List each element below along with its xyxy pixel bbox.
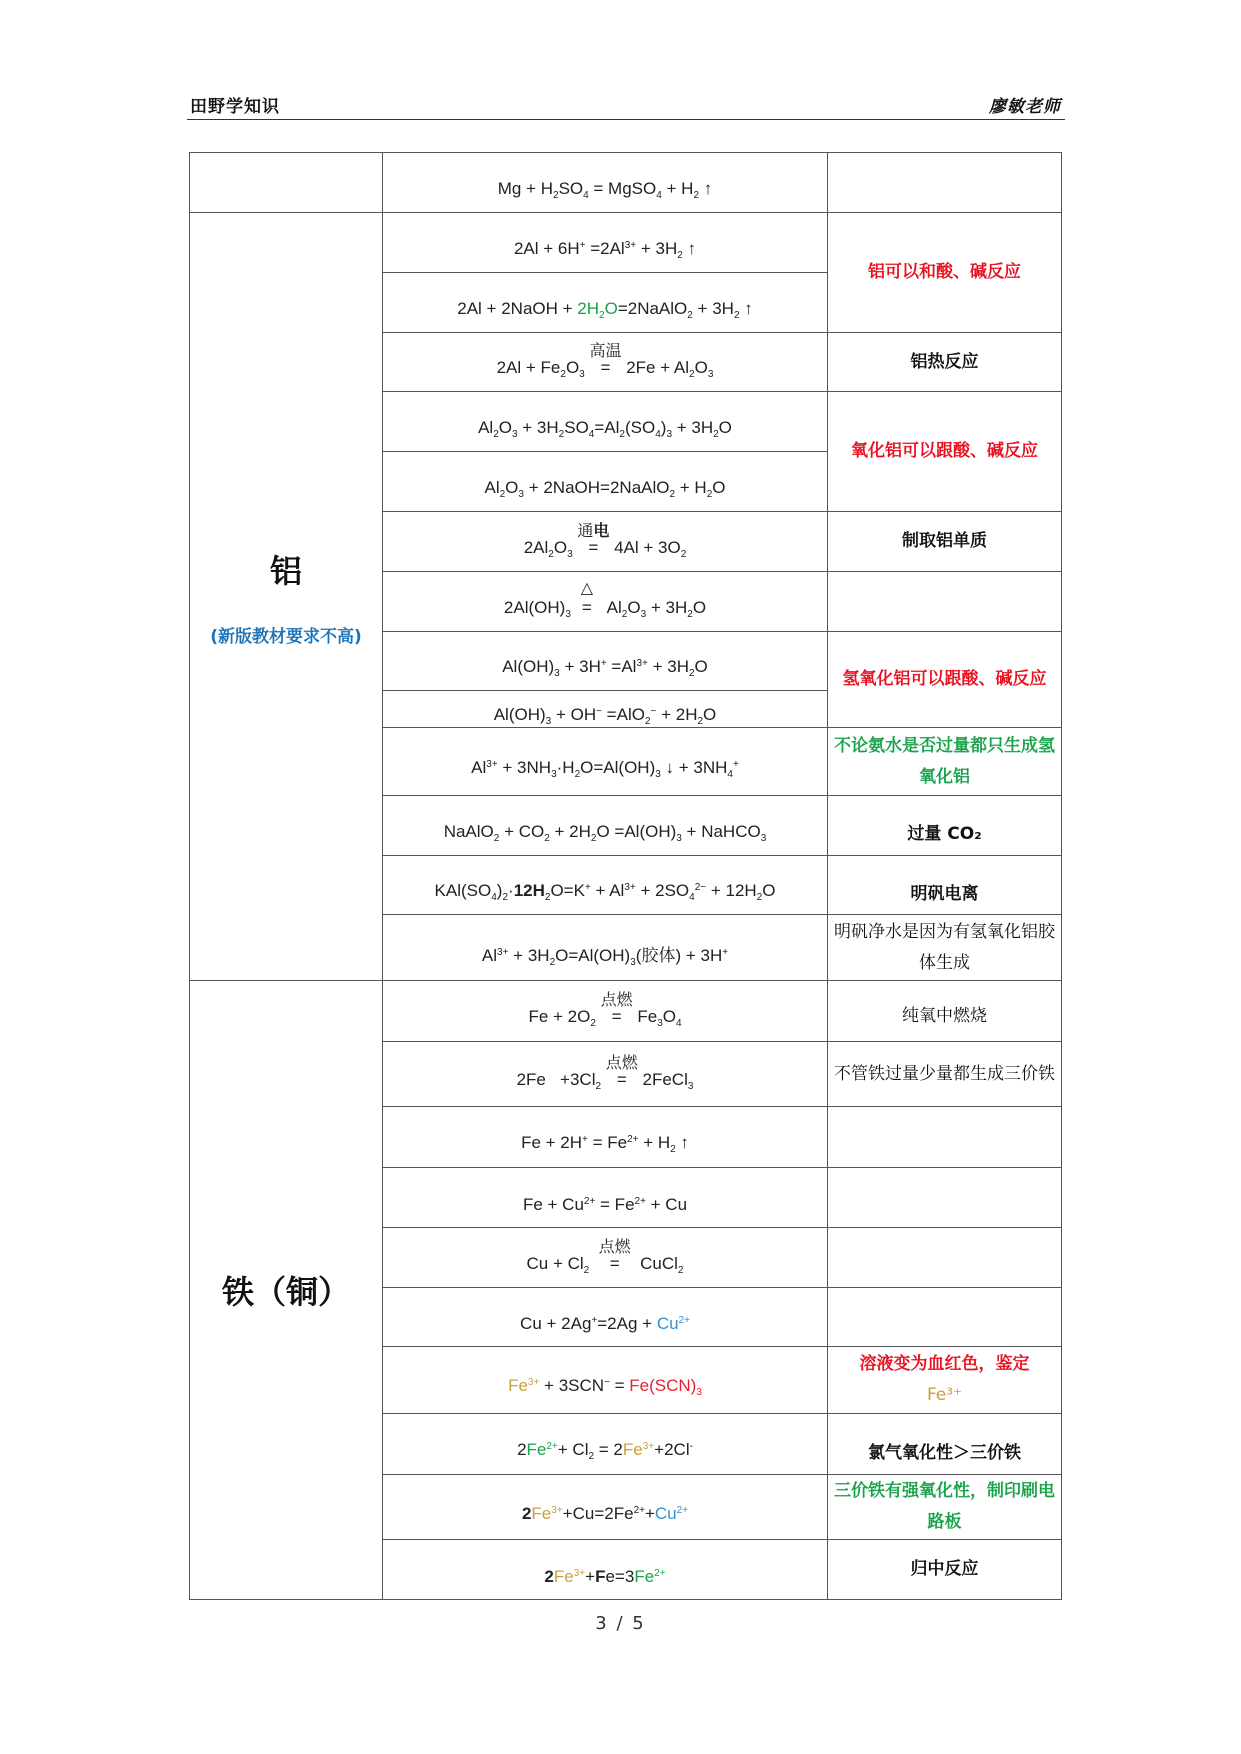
note-cell: 制取铝单质 [828, 512, 1062, 572]
note-cell [828, 1107, 1062, 1168]
equation-cell: $Fe + 2O_2$ 点燃 = $Fe_3O_4$ [383, 981, 828, 1042]
equation-cell: $2Fe^{3+}+Fe=3Fe^{2+}$ [383, 1540, 828, 1600]
table-row [190, 981, 1062, 1042]
note-cell: 明矾电离 [828, 856, 1062, 915]
reaction-table [189, 152, 1062, 1600]
equation-cell: $2Fe^{2+}+ Cl_2 = 2Fe^{3+}+2Cl^-$ [383, 1414, 828, 1475]
note-cell [828, 1168, 1062, 1228]
table-row [190, 213, 1062, 273]
note-cell: 氯气氧化性＞三价铁 [828, 1414, 1062, 1475]
header-divider [187, 119, 1065, 120]
equation-cell: $KAl(SO_4)_2\cdot 12H_2O=K^+ + Al^{3+} + 2SO_4^{2-} + 12H_2O$ [383, 856, 828, 915]
header-left-title: 田野学知识 [190, 97, 280, 117]
section-title: 铁（铜） [221, 1273, 350, 1311]
section-title: 铝 [269, 552, 302, 590]
equation-cell: $2Al + 6H^+ =2Al^{3+} + 3H_2$ ↑ [383, 213, 828, 273]
equation-cell: $Fe + 2H^+ = Fe^{2+} + H_2$ ↑ [383, 1107, 828, 1168]
equation-cell: $2Al(OH)_3$ △ = $Al_2O_3 + 3H_2O$ [383, 572, 828, 632]
note-cell: 氢氧化铝可以跟酸、碱反应 [828, 632, 1062, 728]
note-cell: 过量 CO₂ [828, 796, 1062, 856]
equation-cell: $Al(OH)_3 + 3H^+ =Al^{3+} + 3H_2O$ [383, 632, 828, 691]
equation-cell: $Fe^{3+} + 3SCN^- = Fe(SCN)_3$ [383, 1347, 828, 1414]
note-cell: 归中反应 [828, 1540, 1062, 1600]
note-cell [828, 1288, 1062, 1347]
equation-cell: 2Al + 2NaOH + $2H_2O=2NaAlO_2 + 3H_2$ ↑ [383, 273, 828, 333]
note-cell [828, 572, 1062, 632]
equation-cell: $2Fe^{3+}+Cu=2Fe^{2+}+Cu^{2+}$ [383, 1475, 828, 1540]
equation-cell: $2Al + Fe_2O_3$ 高温 = $2Fe + Al_2O_3$ [383, 333, 828, 392]
section-cell-iron [190, 981, 383, 1600]
note-cell: 溶液变为血红色，鉴定 Fe³⁺ [828, 1347, 1062, 1414]
equation-cell: $Al^{3+} + 3NH_3\cdot H_2O=Al(OH)_3$ ↓ + $3NH_4^+$ [383, 728, 828, 796]
equation-cell: $Al(OH)_3 + OH^- =AlO_2^- + 2H_2O$ [383, 691, 828, 728]
equation-cell: $Fe + Cu^{2+} = Fe^{2+} + Cu$ [383, 1168, 828, 1228]
equation-cell: $2Al_2O_3$ 通电 = $4Al + 3O_2$ [383, 512, 828, 572]
note-cell [828, 1228, 1062, 1288]
header-author: 廖敏老师 [989, 97, 1061, 117]
section-cell-empty [190, 153, 383, 213]
section-cell-aluminum [190, 213, 383, 981]
equation-cell: $2Fe +3Cl_2$ 点燃 = 2FeCl$_3$ [383, 1042, 828, 1107]
section-note: (新版教材要求不高) [210, 627, 362, 647]
equation-cell: $Cu + Cl_2$ 点燃 = CuCl$_2$ [383, 1228, 828, 1288]
equation-cell: $Al_2O_3 + 3H_2SO_4=Al_2(SO_4)_3 + 3H_2O$ [383, 392, 828, 452]
equation-cell: NaAlO$_2$ + $CO_2 + 2H_2O =Al(OH)_3$ + NaHCO$_3$ [383, 796, 828, 856]
note-cell: 氧化铝可以跟酸、碱反应 [828, 392, 1062, 512]
note-cell [828, 153, 1062, 213]
equation-cell: $Cu + 2Ag^+=2Ag + Cu^{2+}$ [383, 1288, 828, 1347]
note-cell: 不论氨水是否过量都只生成氢氧化铝 [828, 728, 1062, 796]
note-cell: 不管铁过量少量都生成三价铁 [828, 1042, 1062, 1107]
equation-cell: $Mg + H_2SO_4$ = MgSO$_4$ + $H_2$ ↑ [383, 153, 828, 213]
table-row [190, 153, 1062, 213]
note-cell: 铝可以和酸、碱反应 [828, 213, 1062, 333]
note-cell: 明矾净水是因为有氢氧化铝胶体生成 [828, 915, 1062, 981]
equation-cell: $Al_2O_3$ + 2NaOH=2NaAlO$_2$ + $H_2O$ [383, 452, 828, 512]
page-number: 3 / 5 [595, 1613, 646, 1634]
note-cell: 三价铁有强氧化性，制印刷电路板 [828, 1475, 1062, 1540]
note-cell: 纯氧中燃烧 [828, 981, 1062, 1042]
note-cell: 铝热反应 [828, 333, 1062, 392]
equation-cell: $Al^{3+} + 3H_2O=Al(OH)_3$(胶体) + 3H+ [383, 915, 828, 981]
